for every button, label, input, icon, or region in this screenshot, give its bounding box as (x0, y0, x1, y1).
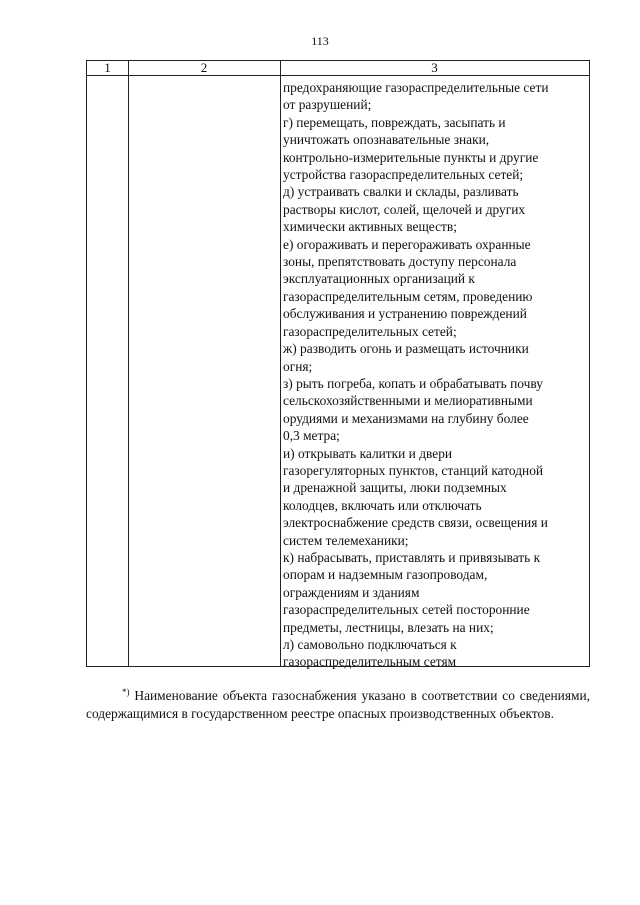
table-header-col-2: 2 (200, 60, 208, 75)
table-cell-line: устройства газораспределительных сетей; (283, 167, 524, 183)
table-cell-line: предметы, лестницы, влезать на них; (283, 619, 494, 635)
table-cell-line: от разрушений; (283, 97, 372, 113)
table-cell-line: предохраняющие газораспределительные сети (283, 80, 549, 95)
table-cell-line: ограждениям и зданиям (283, 584, 420, 600)
table-column-divider-1 (128, 61, 129, 666)
table-cell-line: ж) разводить огонь и размещать источники (283, 341, 529, 357)
table-cell-line: 0,3 метра; (283, 428, 340, 444)
table-cell-line: эксплуатационных организаций к (283, 271, 475, 287)
table-cell-line: колодцев, включать или отключать (283, 497, 482, 513)
table-cell-line: з) рыть погреба, копать и обрабатывать почву (283, 375, 543, 391)
table-cell-line: орудиями и механизмами на глубину более (283, 410, 529, 426)
footnote (86, 684, 590, 722)
table-cell-line: растворы кислот, солей, щелочей и других (283, 201, 526, 217)
table-cell-line: газораспределительным сетям, проведению (283, 288, 533, 304)
table-cell-line: д) устраивать свалки и склады, разливать (283, 184, 519, 200)
table-cell-line: сельскохозяйственными и мелиоративными (283, 393, 533, 409)
table-header-divider (87, 75, 589, 76)
table-cell-line: контрольно-измерительные пункты и другие (283, 149, 539, 165)
table-cell-line: газораспределительных сетей посторонние (283, 602, 530, 618)
table-cell-line: систем телемеханики; (283, 532, 409, 548)
table-header-col-1: 1 (104, 60, 111, 75)
table-column-divider-2 (280, 61, 281, 666)
page-number: 113 (311, 34, 329, 48)
table-cell-line: огня; (283, 358, 313, 374)
table-cell-line: обслуживания и устранению повреждений (283, 306, 527, 322)
table-cell-line: газорегуляторных пунктов, станций катодной (283, 462, 544, 478)
table-cell-line: к) набрасывать, приставлять и привязывать к (283, 549, 541, 565)
table-cell-line: газораспределительных сетей; (283, 323, 457, 339)
table-cell-line: и) открывать калитки и двери (283, 445, 453, 461)
table-cell-line: г) перемещать, повреждать, засыпать и (283, 114, 506, 130)
content-table (86, 60, 590, 670)
table-cell-line: уничтожать опознавательные знаки, (283, 132, 490, 148)
footnote-marker: *) (122, 687, 130, 697)
table-cell-line: е) огораживать и перегораживать охранные (283, 236, 531, 252)
table-cell-line: и дренажной защиты, люки подземных (283, 480, 507, 496)
table-cell-line: опорам и надземным газопроводам, (283, 567, 488, 583)
table-cell-line: газораспределительным сетям (283, 654, 457, 670)
table-header-col-3: 3 (431, 60, 438, 75)
table-cell-line: химически активных веществ; (283, 219, 457, 235)
table-cell-col-3 (283, 79, 589, 671)
footnote-text: Наименование объекта газоснабжения указано в соответствии со сведениями, содержащимися в государственном реестре опасных производственных объектов. (86, 688, 590, 721)
table-cell-line: электроснабжение средств связи, освещения и (283, 515, 548, 531)
table-cell-line: л) самовольно подключаться к (283, 637, 457, 652)
table-cell-line: зоны, препятствовать доступу персонала (283, 254, 517, 270)
